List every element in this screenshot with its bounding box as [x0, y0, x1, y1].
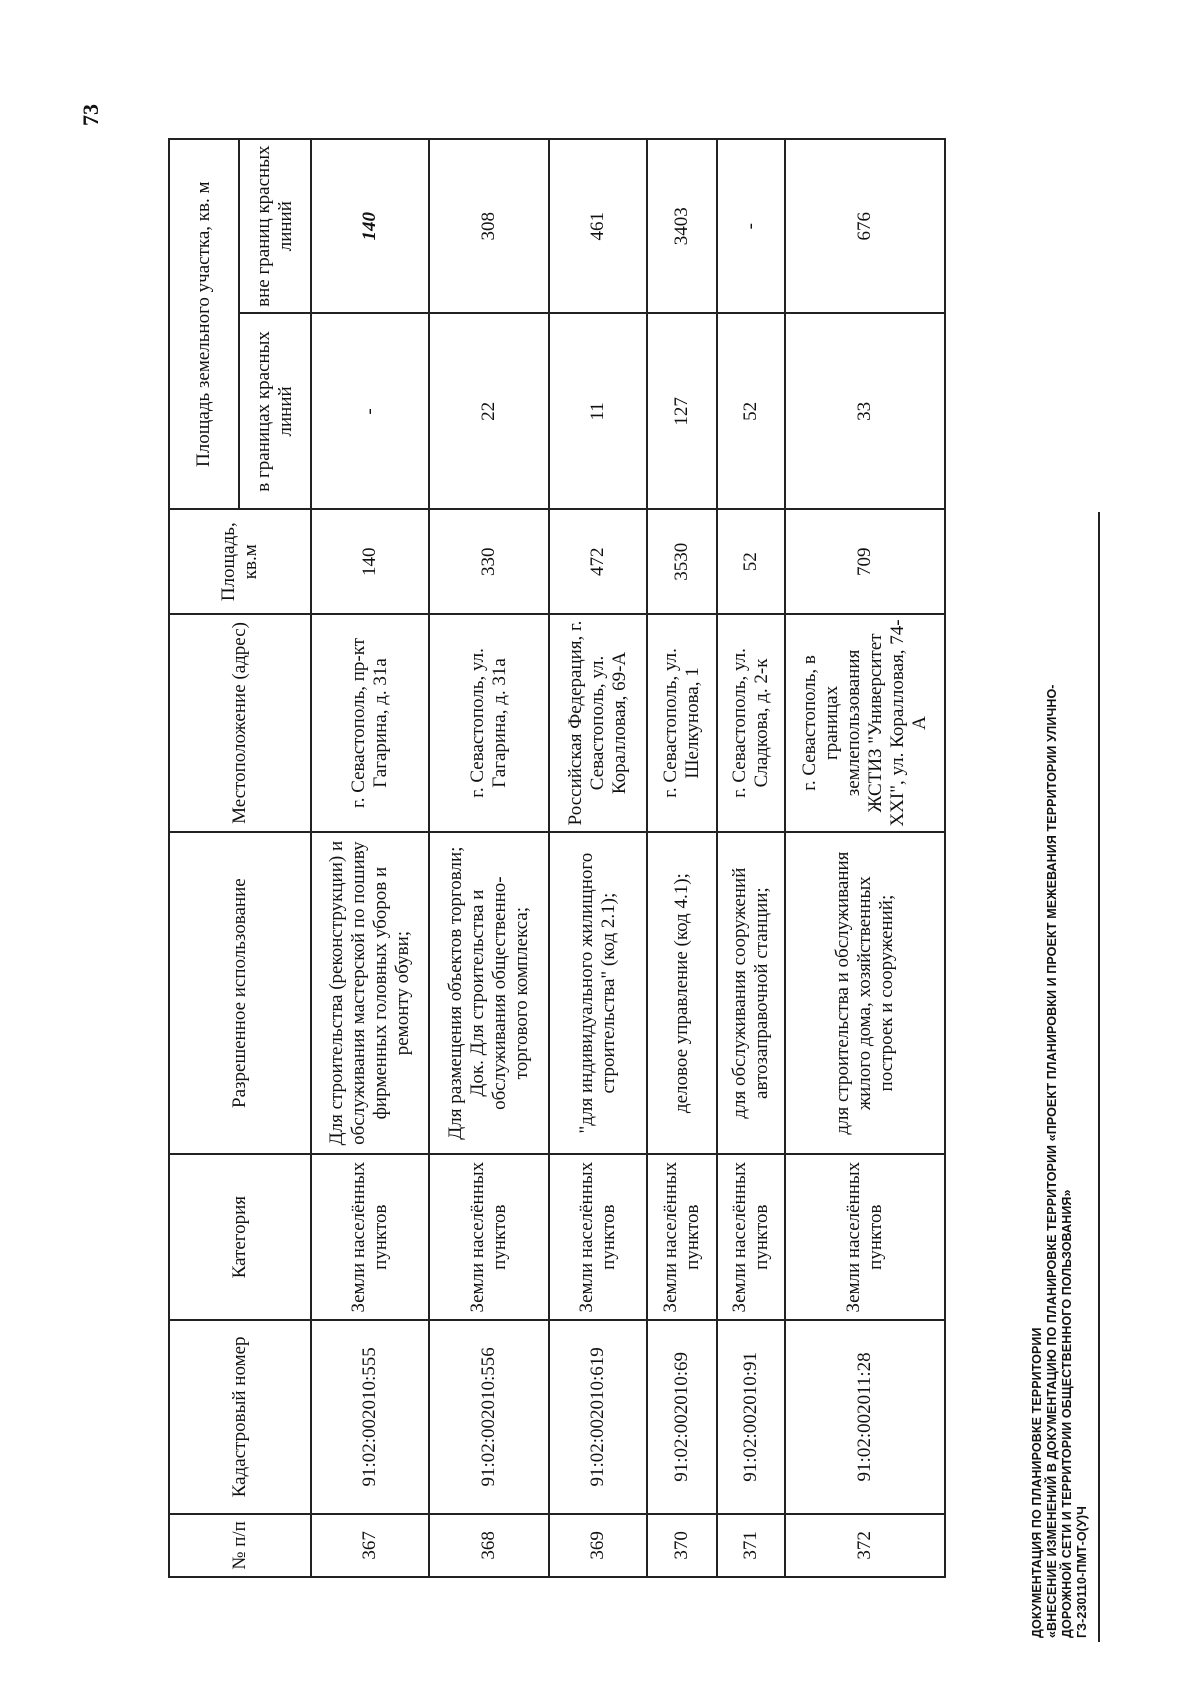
cell-category: Земли населённых пунктов — [429, 1154, 549, 1320]
cell-area: 140 — [311, 509, 429, 614]
rotated-page — [60, 18, 1140, 1678]
cell-area: 330 — [429, 509, 549, 614]
col-header-cadastral: Кадастровый номер — [169, 1320, 311, 1514]
cell-location: Российская Федерация, г. Севастополь, ул. Коралловая, 69-А — [549, 614, 647, 832]
cell-cadastral: 91:02:002010:555 — [311, 1320, 429, 1514]
table-row — [429, 139, 549, 1577]
cell-category: Земли населённых пунктов — [785, 1154, 945, 1320]
cell-num: 371 — [717, 1514, 785, 1577]
cell-cadastral: 91:02:002011:28 — [785, 1320, 945, 1514]
cell-area: 472 — [549, 509, 647, 614]
document-header — [1030, 98, 1090, 1638]
cell-location: г. Севастополь, пр-кт Гагарина, д. 31а — [311, 614, 429, 832]
header-line: «ВНЕСЕНИЕ ИЗМЕНЕНИЙ В ДОКУМЕНТАЦИЮ ПО ПЛАНИРОВКЕ ТЕРРИТОРИИ «ПРОЕКТ ПЛАНИРОВКИ И ПРОЕКТ МЕЖЕВАНИЯ ТЕРРИТОРИИ УЛИЧНО- — [1045, 684, 1059, 1638]
cell-cadastral: 91:02:002010:69 — [647, 1320, 717, 1514]
col-header-outside-red-lines: вне границ красных линий — [239, 139, 311, 313]
cell-cadastral: 91:02:002010:619 — [549, 1320, 647, 1514]
header-line: ДОРОЖНОЙ СЕТИ И ТЕРРИТОРИИ ОБЩЕСТВЕННОГО ПОЛЬЗОВАНИЯ» — [1060, 1189, 1074, 1638]
cell-location: г. Севастополь, в границах землепользования ЖСТИЗ "Университет XXI", ул. Коралловая, 74-А — [785, 614, 945, 832]
col-header-location: Местоположение (адрес) — [169, 614, 311, 832]
cell-outside: 3403 — [647, 139, 717, 313]
table-row — [647, 139, 717, 1577]
cell-outside: 140 — [311, 139, 429, 313]
cell-category: Земли населённых пунктов — [549, 1154, 647, 1320]
header-row — [169, 139, 239, 1577]
cell-category: Земли населённых пунктов — [717, 1154, 785, 1320]
cell-permitted-use: для строительства и обслуживания жилого дома, хозяйственных построек и сооружений; — [785, 832, 945, 1154]
cell-area: 3530 — [647, 509, 717, 614]
cell-inside: 127 — [647, 313, 717, 509]
table-row — [717, 139, 785, 1577]
table-row — [549, 139, 647, 1577]
header-divider — [1098, 512, 1100, 1642]
cell-inside: 22 — [429, 313, 549, 509]
table-row — [785, 139, 945, 1577]
col-header-inside-red-lines: в границах красных линий — [239, 313, 311, 509]
col-header-category: Категория — [169, 1154, 311, 1320]
cell-location: г. Севастополь, ул. Сладкова, д. 2-к — [717, 614, 785, 832]
table-row — [311, 139, 429, 1577]
col-header-permitted-use: Разрешенное использование — [169, 832, 311, 1154]
cell-area: 709 — [785, 509, 945, 614]
cell-area: 52 — [717, 509, 785, 614]
cell-cadastral: 91:02:002010:91 — [717, 1320, 785, 1514]
col-header-num: № п/п — [169, 1514, 311, 1577]
cell-outside: - — [717, 139, 785, 313]
col-header-area: Площадь, кв.м — [169, 509, 311, 614]
cell-permitted-use: для обслуживания сооружений автозаправочной станции; — [717, 832, 785, 1154]
page-number: 73 — [78, 104, 103, 126]
cell-permitted-use: Для размещения объектов торговли; Док. Для строительства и обслуживания общественно-торгового комплекса; — [429, 832, 549, 1154]
cell-location: г. Севастополь, ул. Шелкунова, 1 — [647, 614, 717, 832]
cell-outside: 308 — [429, 139, 549, 313]
header-line: ДОКУМЕНТАЦИЯ ПО ПЛАНИРОВКЕ ТЕРРИТОРИИ — [1030, 1327, 1044, 1638]
cell-num: 369 — [549, 1514, 647, 1577]
cell-inside: 52 — [717, 313, 785, 509]
cell-category: Земли населённых пунктов — [647, 1154, 717, 1320]
cell-inside: 33 — [785, 313, 945, 509]
header-line: ГЗ-230110-ПМТ-О(У)Ч — [1075, 1506, 1089, 1638]
cell-num: 368 — [429, 1514, 549, 1577]
cell-permitted-use: Для строительства (реконструкции) и обслуживания мастерской по пошиву фирменных головных уборов и ремонту обуви; — [311, 832, 429, 1154]
cell-inside: 11 — [549, 313, 647, 509]
cell-location: г. Севастополь, ул. Гагарина, д. 31а — [429, 614, 549, 832]
cell-num: 370 — [647, 1514, 717, 1577]
cell-category: Земли населённых пунктов — [311, 1154, 429, 1320]
cell-cadastral: 91:02:002010:556 — [429, 1320, 549, 1514]
cell-num: 367 — [311, 1514, 429, 1577]
cell-inside: - — [311, 313, 429, 509]
cell-permitted-use: деловое управление (код 4.1); — [647, 832, 717, 1154]
land-plots-table — [168, 138, 946, 1578]
col-header-plot-area: Площадь земельного участка, кв. м — [169, 139, 239, 509]
cell-outside: 461 — [549, 139, 647, 313]
cell-permitted-use: "для индивидуального жилищного строительства" (код 2.1); — [549, 832, 647, 1154]
cell-num: 372 — [785, 1514, 945, 1577]
cell-outside: 676 — [785, 139, 945, 313]
